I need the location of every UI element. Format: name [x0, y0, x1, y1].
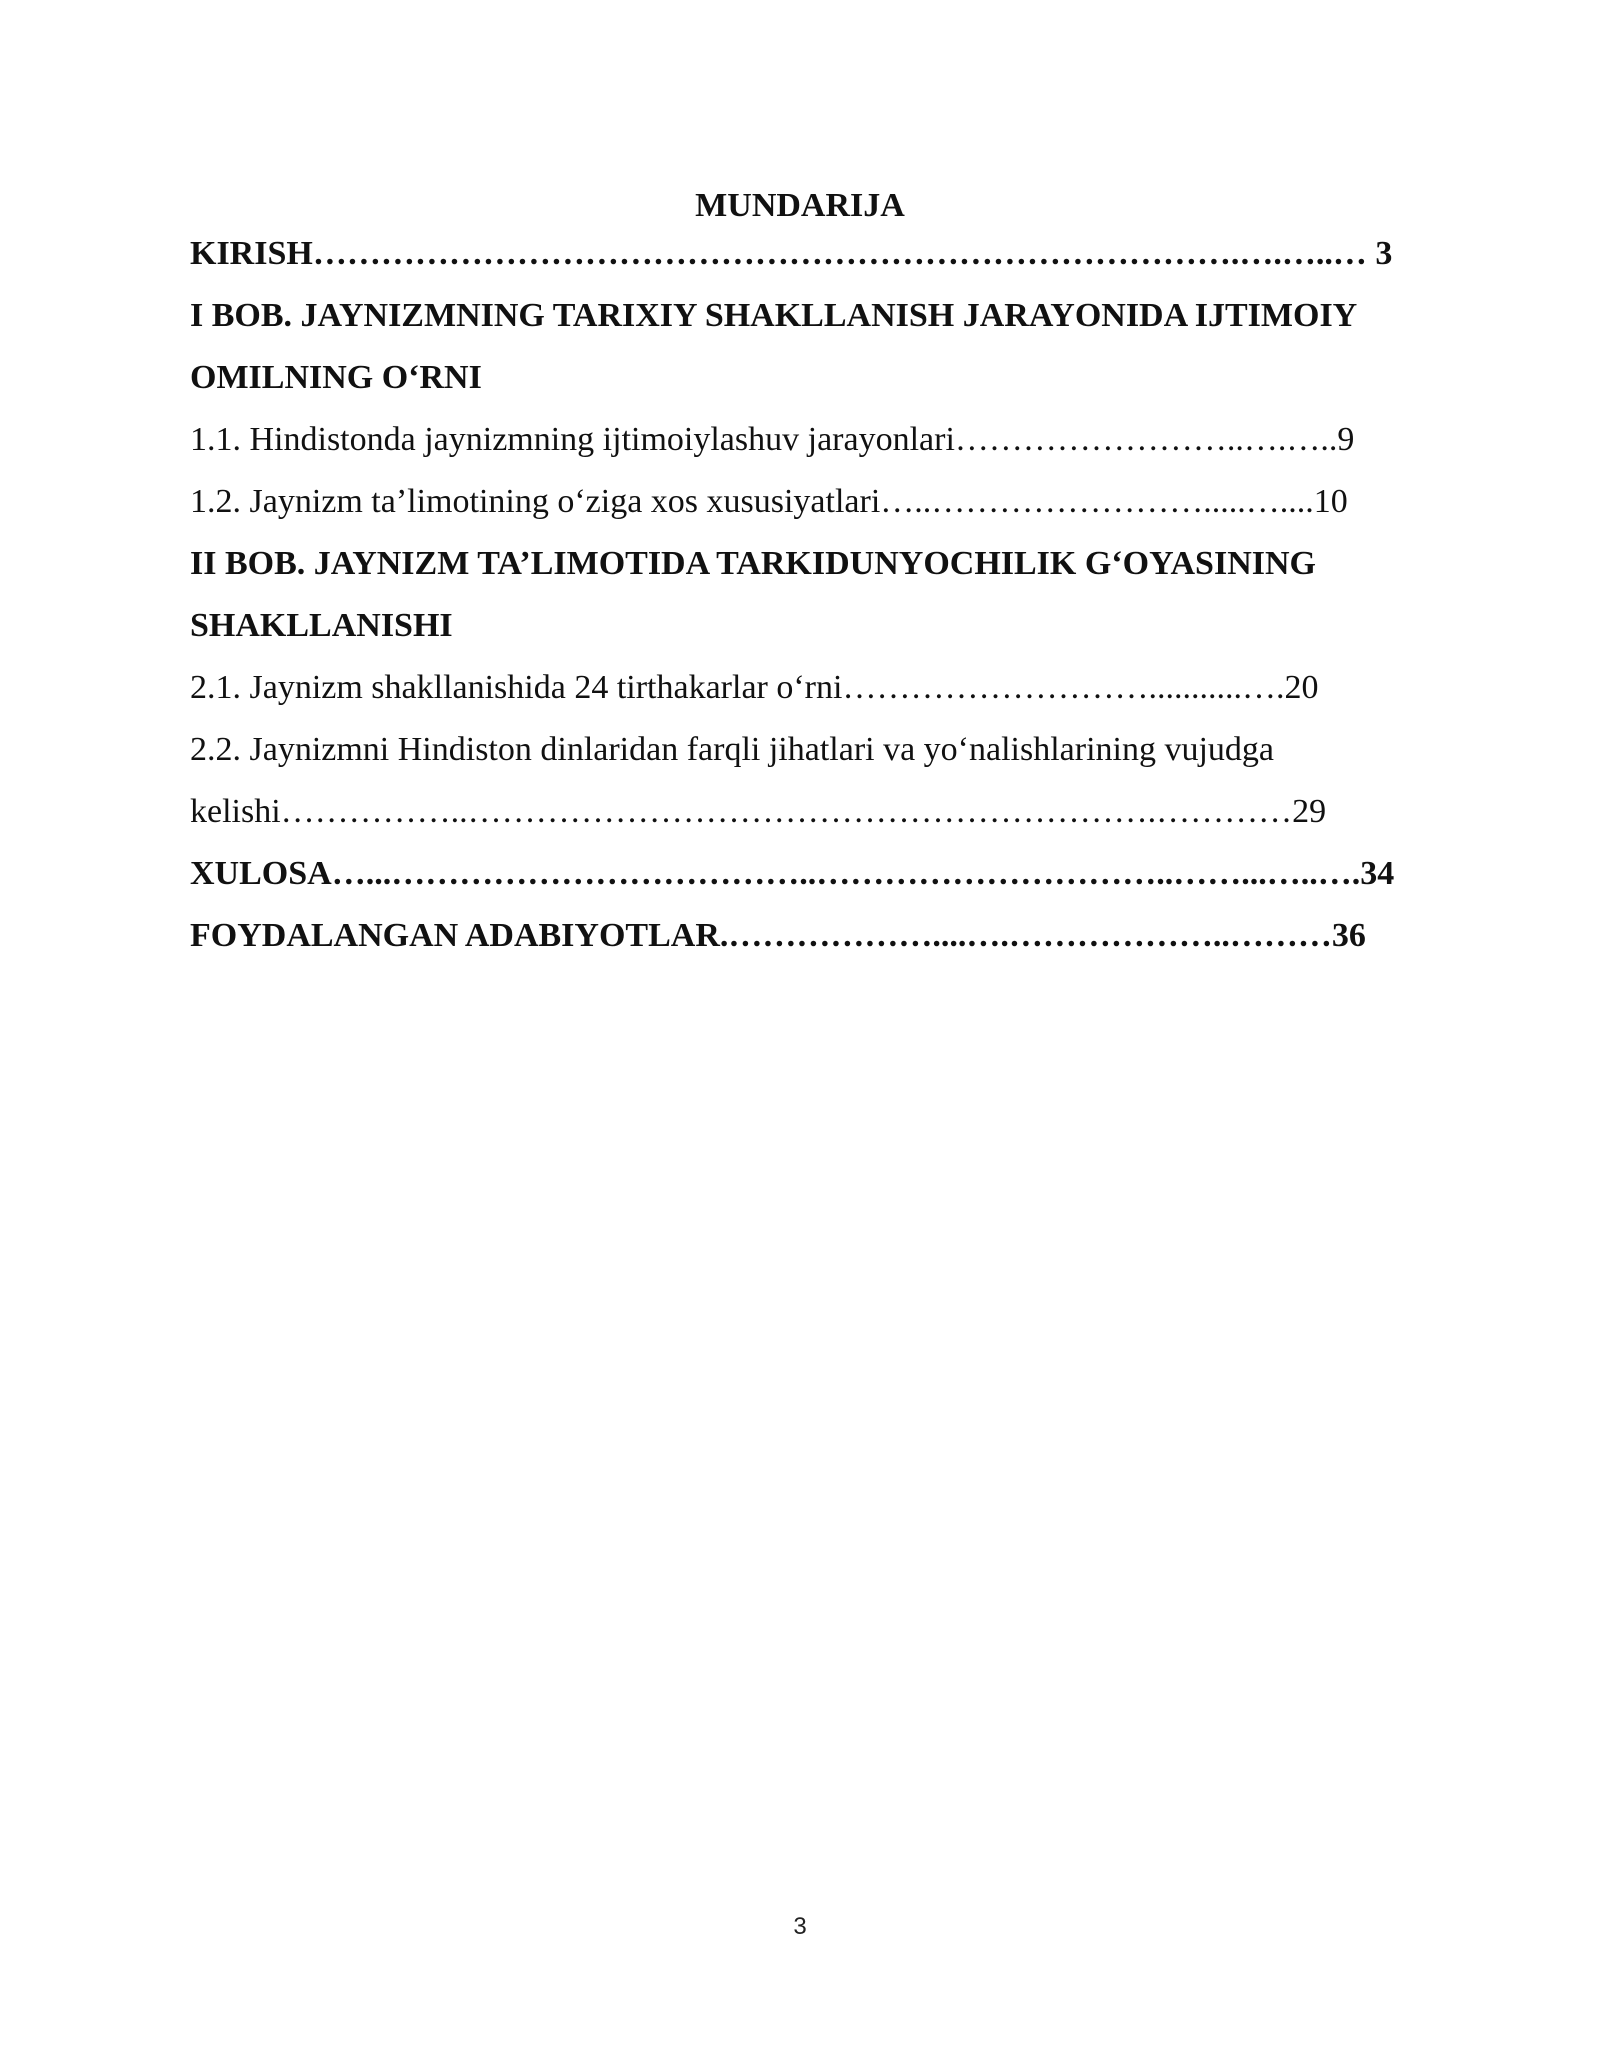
toc-entry-kirish: KIRISH……………………………………………………………………….….…..… 3: [190, 235, 1393, 272]
toc-entry-1-2: 1.2. Jaynizm ta’limotining o‘ziga xos xususiyatlari…..…………………….....…....10: [190, 483, 1348, 520]
toc-entry-xulosa: XULOSA…...………………………………..…………………………..……...…..….34: [190, 855, 1395, 892]
page-title: MUNDARIJA: [695, 187, 905, 224]
toc-entry-2-1: 2.1. Jaynizm shakllanishida 24 tirthakarlar o‘rni………………………...........….20: [190, 669, 1319, 706]
toc-entry-2-2-line-2: kelishi……………..…………………………………………………….…………29: [190, 793, 1327, 830]
toc-entry-2-2-line-1: 2.2. Jaynizmni Hindiston dinlaridan farqli jihatlari va yo‘nalishlarining vujudga: [190, 731, 1274, 768]
page-number: 3: [793, 1913, 807, 1940]
toc-chapter-1-line-1: I BOB. JAYNIZMNING TARIXIY SHAKLLANISH JARAYONIDA IJTIMOIY: [190, 297, 1358, 334]
toc-chapter-2-line-1: II BOB. JAYNIZM TA’LIMOTIDA TARKIDUNYOCHILIK G‘OYASINING: [190, 545, 1316, 582]
toc-entry-adabiyotlar: FOYDALANGAN ADABIYOTLAR.………………....….………………..………36: [190, 917, 1366, 954]
toc-chapter-1-line-2: OMILNING O‘RNI: [190, 359, 482, 396]
toc-entry-1-1: 1.1. Hindistonda jaynizmning ijtimoiylashuv jarayonlari……………………..….…..9: [190, 421, 1355, 458]
toc-chapter-2-line-2: SHAKLLANISHI: [190, 607, 453, 644]
